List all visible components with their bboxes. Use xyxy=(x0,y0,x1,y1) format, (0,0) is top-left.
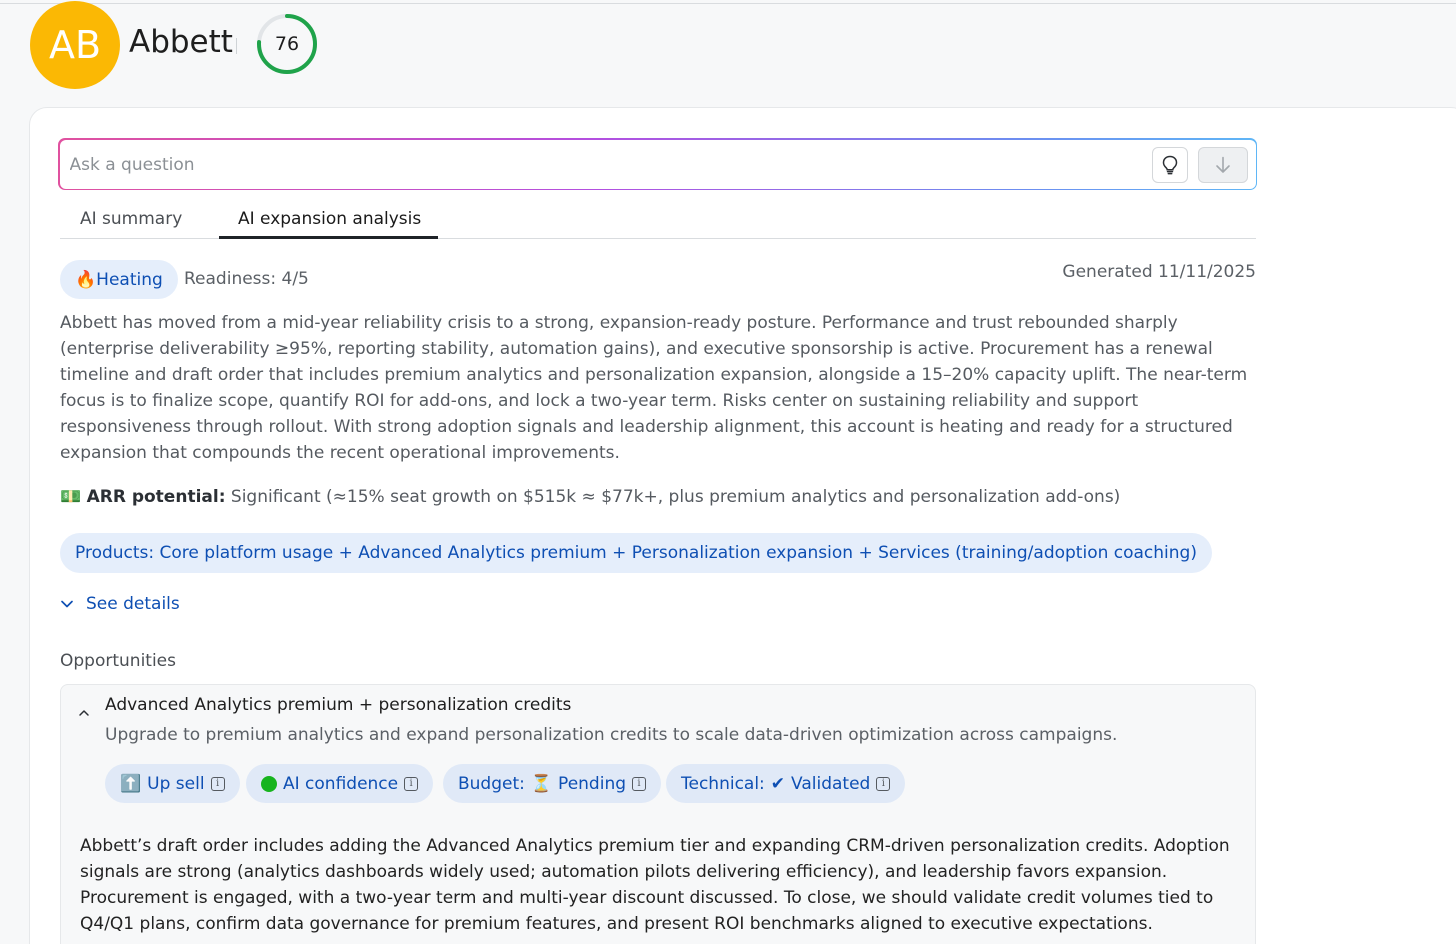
chevron-down-icon xyxy=(60,599,74,609)
chevron-up-icon xyxy=(77,708,91,718)
opportunity-title: Advanced Analytics premium + personalization credits xyxy=(105,695,572,715)
health-score-ring xyxy=(256,13,318,75)
heating-status-badge xyxy=(60,260,178,299)
chip-technical-value: Validated xyxy=(791,773,871,794)
ask-question-input[interactable] xyxy=(70,150,1130,180)
chip-up-sell-label: Up sell xyxy=(147,773,205,794)
products-badge: Products: Core platform usage + Advanced Analytics premium + Personalization expansion + Services (training/adoption coaching) xyxy=(60,533,1212,573)
health-score-value: 76 xyxy=(274,33,300,55)
avatar-initials: AB xyxy=(48,23,102,67)
info-icon[interactable]: i xyxy=(632,777,646,791)
chip-budget-value: Pending xyxy=(558,773,627,794)
account-avatar xyxy=(30,1,120,89)
green-circle-icon xyxy=(261,776,277,792)
see-details-toggle[interactable] xyxy=(60,594,180,614)
hourglass-icon: ⏳ xyxy=(530,773,553,794)
tab-ai-expansion-analysis[interactable]: AI expansion analysis xyxy=(238,209,422,229)
heating-label: Heating xyxy=(96,269,163,290)
suggestions-button[interactable] xyxy=(1152,147,1188,183)
see-details-label: See details xyxy=(86,594,180,614)
chip-technical xyxy=(666,764,905,803)
opportunity-description: Upgrade to premium analytics and expand personalization credits to scale data-driven optimization across campaigns. xyxy=(105,725,1118,745)
top-border xyxy=(0,3,1456,4)
submit-question-button[interactable] xyxy=(1198,147,1248,183)
active-tab-indicator xyxy=(219,236,438,239)
expansion-summary-text: Abbett has moved from a mid-year reliability crisis to a strong, expansion-ready posture. Performance and trust rebounded sharply (enterprise deliverability ≥95%, reporting stability, automation gains), and executive sponsorship is active. Procurement has a renewal timeline and draft order that includes premium analytics and personalization expansion, alongside a 15–20% capacity uplift. The near-term focus is to finalize scope, quantify ROI for add-ons, and lock a two-year term. Risks center on sustaining reliability and support responsiveness through rollout. With strong adoption signals and leadership alignment, this account is heating and ready for a structured expansion that compounds the recent operational improvements. xyxy=(60,313,1248,463)
arrow-down-icon xyxy=(1215,156,1231,174)
tab-ai-summary[interactable]: AI summary xyxy=(80,209,183,229)
opportunity-details-text: Abbett’s draft order includes adding the Advanced Analytics premium tier and expanding CRM-driven personalization credits. Adoption signals are strong (analytics dashboards widely used; automation pilots delivering efficiency), and leadership favors expansion. Procurement is engaged, with a two-year term and multi-year discount discussed. To close, we should validate credit volumes tied to Q4/Q1 plans, confirm data governance for premium features, and present ROI benchmarks aligned to executive expectations. xyxy=(80,836,1230,934)
info-icon[interactable]: i xyxy=(211,777,225,791)
checkmark-icon: ✔ xyxy=(770,773,786,794)
fire-icon: 🔥 xyxy=(75,269,97,290)
ask-question-box xyxy=(58,138,1257,190)
opportunities-heading: Opportunities xyxy=(60,651,176,671)
info-icon[interactable]: i xyxy=(404,777,418,791)
arr-label: ARR potential: xyxy=(86,487,226,507)
opportunity-item xyxy=(60,684,1256,944)
arr-potential xyxy=(60,487,1120,507)
chip-ai-confidence xyxy=(246,764,433,803)
chip-budget-prefix: Budget: xyxy=(458,773,525,794)
money-icon: 💵 xyxy=(60,487,82,507)
header-divider xyxy=(236,38,237,54)
generated-date: Generated 11/11/2025 xyxy=(1062,262,1256,282)
account-name: Abbett xyxy=(129,24,233,60)
info-icon[interactable]: i xyxy=(876,777,890,791)
lightbulb-icon xyxy=(1161,155,1179,175)
readiness-score: Readiness: 4/5 xyxy=(184,269,309,289)
chip-technical-prefix: Technical: xyxy=(681,773,765,794)
chip-up-sell xyxy=(105,764,240,803)
collapse-opportunity-button[interactable] xyxy=(77,703,91,722)
chip-budget xyxy=(443,764,661,803)
chip-ai-confidence-label: AI confidence xyxy=(283,773,399,794)
arr-value: Significant (≈15% seat growth on $515k ≈ $77k+, plus premium analytics and personalization add-ons) xyxy=(230,487,1121,507)
arrow-up-icon: ⬆️ xyxy=(120,773,142,794)
